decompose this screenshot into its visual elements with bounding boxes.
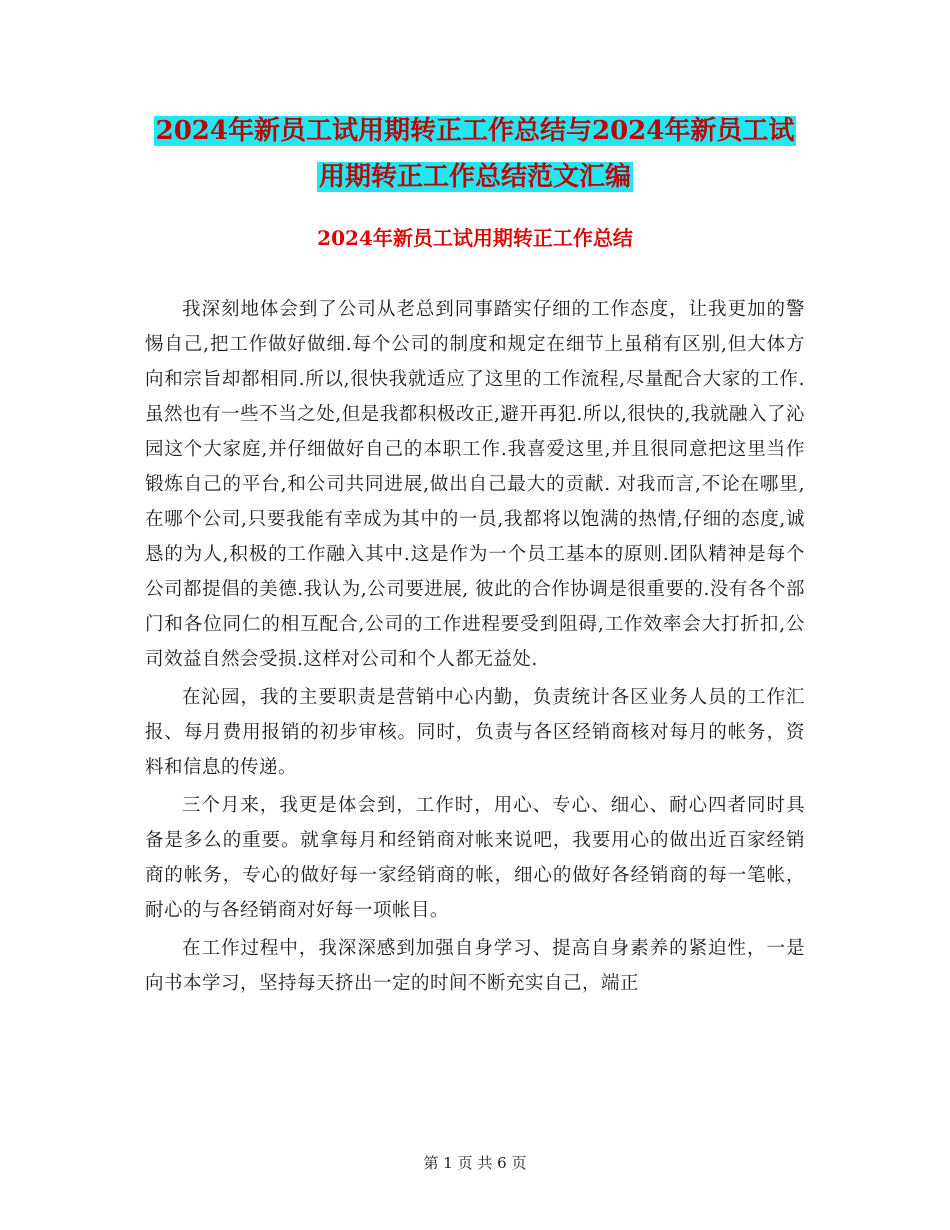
document-title [0, 108, 950, 200]
paragraph: 我深刻地体会到了公司从老总到同事踏实仔细的工作态度，让我更加的警惕自己,把工作做好做细.每个公司的制度和规定在细节上虽稍有区别,但大体方向和宗旨却都相同.所以,很快我就适应了这里的工作流程,尽量配合大家的工作.虽然也有一些不当之处,但是我都积极改正,避开再犯.所以,很快的,我就融入了沁园这个大家庭,并仔细做好自己的本职工作.我喜爱这里,并且很同意把这里当作锻炼自己的平台,和公司共同进展,做出自己最大的贡献. 对我而言,不论在哪里,在哪个公司,只要我能有幸成为其中的一员,我都将以饱满的热情,仔细的态度,诚恳的为人,积极的工作融入其中.这是作为一个员工基本的原则.团队精神是每个公司都提倡的美德.我认为,公司要进展, 彼此的合作协调是很重要的.没有各个部门和各位同仁的相互配合,公司的工作进程要受到阻碍,工作效率会大打折扣,公司效益自然会受损.这样对公司和个人都无益处. [145, 299, 805, 670]
paragraph: 三个月来，我更是体会到，工作时，用心、专心、细心、耐心四者同时具备是多么的重要。就拿每月和经销商对帐来说吧，我要用心的做出近百家经销商的帐务，专心的做好每一家经销商的帐，细心的做好各经销商的每一笔帐，耐心的与各经销商对好每一项帐目。 [145, 795, 805, 921]
paragraph: 在工作过程中，我深深感到加强自身学习、提高自身素养的紧迫性，一是向书本学习，坚持每天挤出一定的时间不断充实自己，端正 [145, 938, 805, 994]
document-body [145, 292, 805, 1001]
page-footer: 第 1 页 共 6 页 [423, 1154, 527, 1172]
title-line-2: 用期转正工作总结范文汇编 [318, 162, 631, 192]
paragraph: 在沁园，我的主要职责是营销中心内勤，负责统计各区业务人员的工作汇报、每月费用报销的初步审核。同时，负责与各区经销商核对每月的帐务，资料和信息的传递。 [145, 687, 805, 778]
section-heading: 2024年新员工试用期转正工作总结 [317, 226, 633, 250]
title-line-1: 2024年新员工试用期转正工作总结与2024年新员工试 [155, 116, 795, 146]
